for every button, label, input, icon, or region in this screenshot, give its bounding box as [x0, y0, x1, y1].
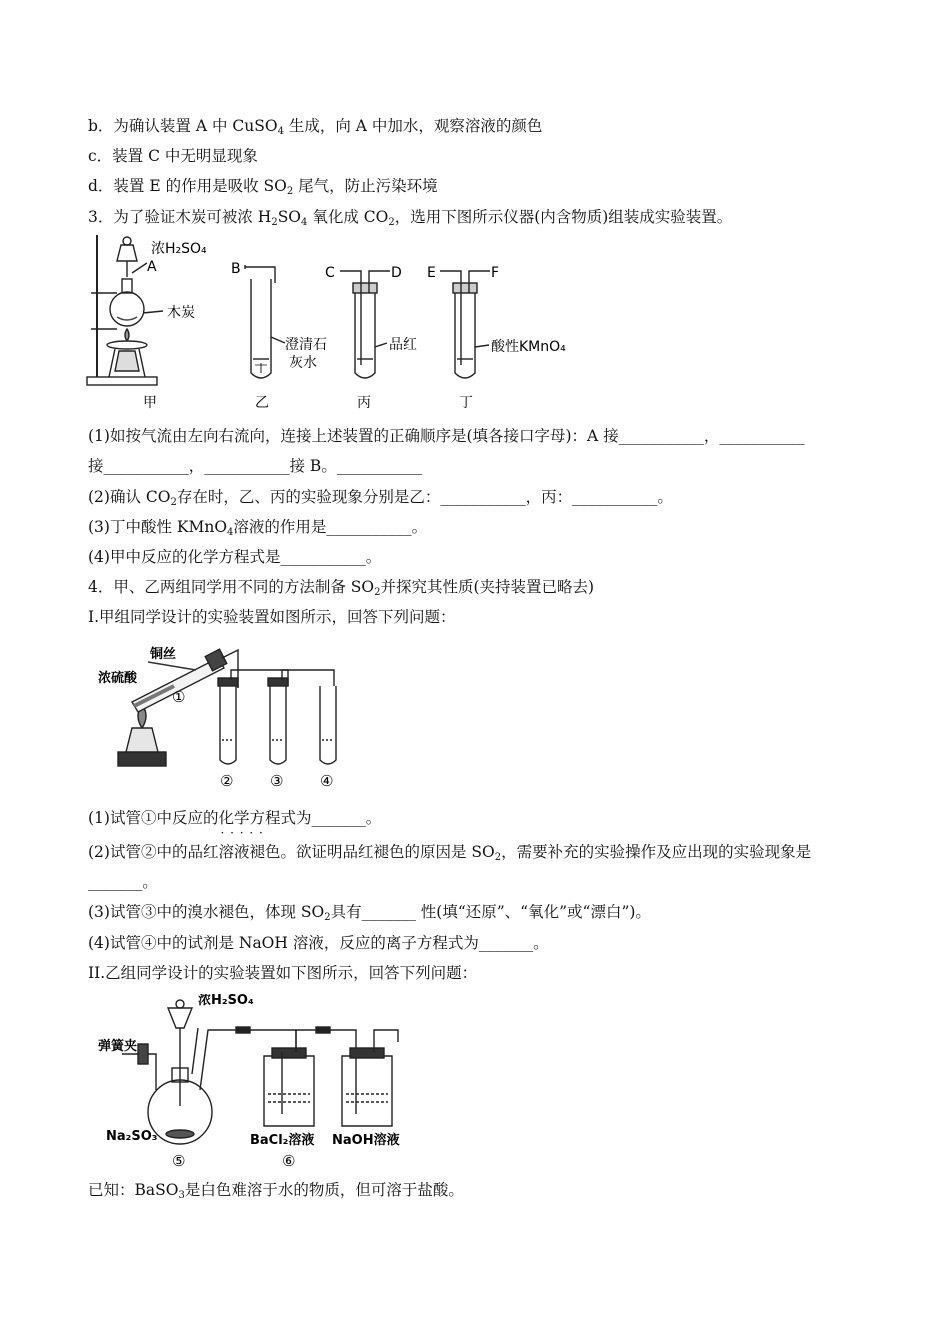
q4-part1-q1: (1)试管①中反应的化学方程式 · · 为_______。: [88, 808, 381, 828]
conc-acid-label-2: 浓H₂SO₄: [198, 994, 254, 1008]
tube-4-label: ④: [320, 772, 334, 790]
port-D-label: D: [391, 265, 402, 281]
tube-2-label: ②: [220, 772, 234, 790]
acid-label: 浓H₂SO₄: [151, 241, 207, 257]
q3-title: 3．为了验证木炭可被浓 $H_2SO_4$ 氧化成 $CO_2$，选用下图所示仪器(内含物质)组装成实验装置。: [88, 208, 733, 228]
copper-acid-setup: [118, 649, 336, 766]
charcoal-label: 木炭: [167, 305, 195, 321]
conc-acid-label: 浓硫酸: [98, 671, 138, 686]
label-jia: 甲: [143, 395, 157, 411]
q3-part1-line2: 接___________，___________接 B。___________: [88, 457, 423, 475]
q3-part1-line1: (1)如按气流由左向右流向，连接上述装置的正确顺序是(填各接口字母)：A 接___________，___________: [88, 427, 805, 445]
port-B-label: B: [231, 261, 241, 277]
bottle-6-label: ⑥: [282, 1152, 296, 1170]
q4-section-1: I.甲组同学设计的实验装置如图所示，回答下列问题：: [88, 608, 456, 626]
q4-part1-q2: (2)试管②中的品红溶液褪色。欲证明品红褪色的原因是 $SO_2$，需要补充的实验操作及应出现的实验现象是: [88, 843, 812, 863]
limewater-label-1: 澄清石: [285, 337, 327, 353]
tube-3-label: ③: [270, 772, 284, 790]
naoh-label: NaOH溶液: [332, 1133, 400, 1148]
q4-section-2: II.乙组同学设计的实验装置如下图所示，回答下列问题：: [88, 964, 478, 982]
q4-part1-q2-blank: _______。: [88, 873, 158, 891]
q3-part3: (3)丁中酸性 KMnO$_4$溶液的作用是___________。: [88, 518, 428, 538]
apparatus-yi: [245, 265, 285, 378]
q4-title: 4．甲、乙两组同学用不同的方法制备 $SO_2$并探究其性质(夹持装置已略去): [88, 578, 595, 598]
pinkred-label: 品红: [389, 337, 417, 353]
q4-figure-2: [92, 994, 412, 1174]
apparatus-bing: [340, 271, 390, 378]
bacl2-label: BaCl₂溶液: [250, 1133, 315, 1148]
q3-part4: (4)甲中反应的化学方程式是___________。: [88, 548, 382, 566]
q4-known-note: 已知：BaSO$_3$是白色难溶于水的物质，但可溶于盐酸。: [88, 1181, 464, 1201]
port-F-label: F: [491, 265, 500, 281]
copper-wire-label: 铜丝: [150, 647, 177, 662]
q3-part2: (2)确认 $CO_2$存在时，乙、丙的实验现象分别是乙：___________，丙：___________。: [88, 488, 673, 508]
sodium-sulfite-label: Na₂SO₃: [106, 1129, 158, 1144]
label-bing: 丙: [357, 395, 371, 411]
apparatus-ding: [440, 271, 490, 378]
spring-clip-label: 弹簧夹: [98, 1039, 138, 1054]
port-E-label: E: [427, 265, 436, 281]
q2-option-d: d．装置 E 的作用是吸收 $SO_2$ 尾气，防止污染环境: [88, 177, 438, 197]
q4-part1-q3: (3)试管③中的溴水褪色，体现 $SO_2$具有_______ 性(填“还原”、“氧化”或“漂白”)。: [88, 903, 651, 923]
flask-bottle-setup: [122, 1000, 398, 1144]
q4-figure-1: [88, 640, 358, 800]
limewater-label-2: 灰水: [289, 355, 317, 371]
tube-1-label: ①: [172, 688, 186, 706]
port-A-label: A: [147, 259, 157, 275]
q2-option-b: b．为确认装置 A 中 CuSO$_4$ 生成，向 A 中加水，观察溶液的颜色: [88, 117, 543, 137]
apparatus-jia: [87, 235, 163, 385]
q4-part1-q4: (4)试管④中的试剂是 NaOH 溶液，反应的离子方程式为_______。: [88, 934, 549, 952]
label-ding: 丁: [459, 395, 473, 411]
q2-option-c: c．装置 C 中无明显现象: [88, 147, 258, 165]
label-yi: 乙: [255, 395, 269, 411]
q3-apparatus-figure: [85, 233, 605, 413]
port-C-label: C: [325, 265, 335, 281]
kmno4-label: 酸性KMnO₄: [491, 339, 566, 355]
flask-5-label: ⑤: [172, 1152, 186, 1170]
